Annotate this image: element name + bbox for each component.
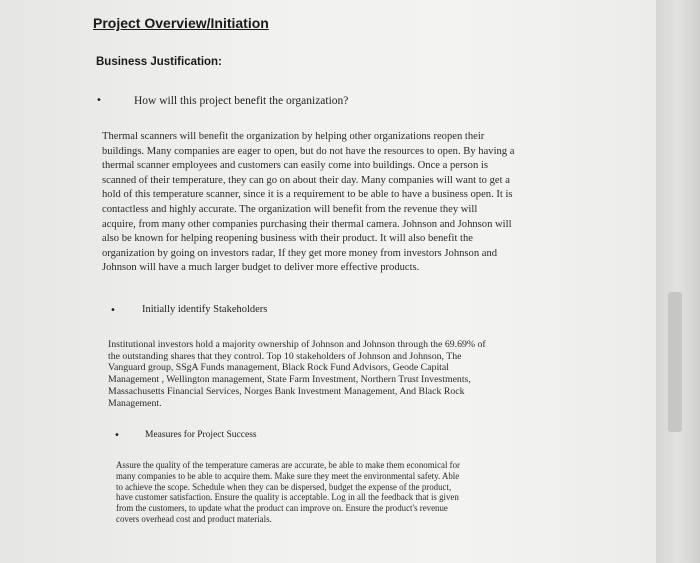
question-success-measures: Measures for Project Success	[145, 430, 257, 440]
text-line: Institutional investors hold a majority ownership of Johnson and Johnson through the 69.69% of	[108, 339, 486, 350]
text-line: Assure the quality of the temperature cameras are accurate, be able to make them economical for	[116, 460, 460, 470]
success-measures-paragraph	[116, 460, 460, 525]
text-line: scanned of their temperature, they can go on about their day. Many companies will want to get a	[102, 174, 510, 186]
text-line: from the customers, to update what the product can improve on. Ensure the product's revenue	[116, 503, 448, 514]
vertical-scrollbar[interactable]	[656, 0, 700, 563]
text-line: covers overhead cost and product materials.	[116, 513, 272, 524]
text-line: Massachusetts Financial Services, Norges Bank Investment Management, And Black Rock	[108, 385, 465, 397]
text-line: many companies to be able to acquire them. Make sure they meet the environmental safety. Able	[116, 470, 460, 481]
stakeholders-paragraph	[108, 339, 486, 409]
text-line: acquire, from many other companies purchasing their thermal camera. Johnson and Johnson will	[102, 218, 512, 230]
text-line: contactless and highly accurate. The organization will benefit from the revenue they will	[102, 203, 478, 215]
question-stakeholders: Initially identify Stakeholders	[142, 304, 268, 315]
text-line: hold of this temperature scanner, since it is a requirement to be able to have a business open. It is	[102, 189, 513, 201]
scrollbar-thumb[interactable]	[668, 292, 682, 432]
text-line: thermal scanner employees and customers can easily come into buildings. Once a person is	[102, 160, 488, 172]
text-line: organization by going on investors radar, If they get more money from investors Johnson and	[102, 247, 498, 259]
bullet-3: •	[114, 430, 120, 441]
benefit-paragraph	[102, 130, 514, 276]
text-line: Thermal scanners will benefit the organization by helping other organizations reopen their	[102, 131, 485, 142]
text-line: Vanguard group, SSgA Funds management, Black Rock Fund Advisors, Geode Capital	[108, 362, 449, 374]
text-line: Management.	[108, 397, 162, 409]
question-benefit: How will this project benefit the organization?	[134, 95, 349, 107]
text-line: Johnson will have a much larger budget to deliver more effective products.	[102, 262, 420, 274]
bullet-1: •	[96, 95, 102, 106]
bullet-2: •	[110, 305, 116, 316]
text-line: also be known for helping reopening business with their product. It will also benefit the	[102, 233, 473, 245]
page-title: Project Overview/Initiation	[93, 15, 269, 31]
text-line: the outstanding shares that they control. Top 10 stakeholders of Johnson and Johnson, The	[108, 350, 462, 362]
text-line: buildings. Many companies are eager to open, but do not have the resources to open. By having a	[102, 145, 515, 157]
text-line: to achieve the scope. Schedule when they can be dispersed, budget the expense of the product,	[116, 481, 452, 492]
business-justification-heading: Business Justification:	[96, 56, 222, 68]
text-line: Management , Wellington management, State Farm Investment, Northern Trust Investments,	[108, 374, 471, 386]
text-line: have customer satisfaction. Ensure the quality is acceptable. Log in all the feedback that is given	[116, 492, 459, 503]
